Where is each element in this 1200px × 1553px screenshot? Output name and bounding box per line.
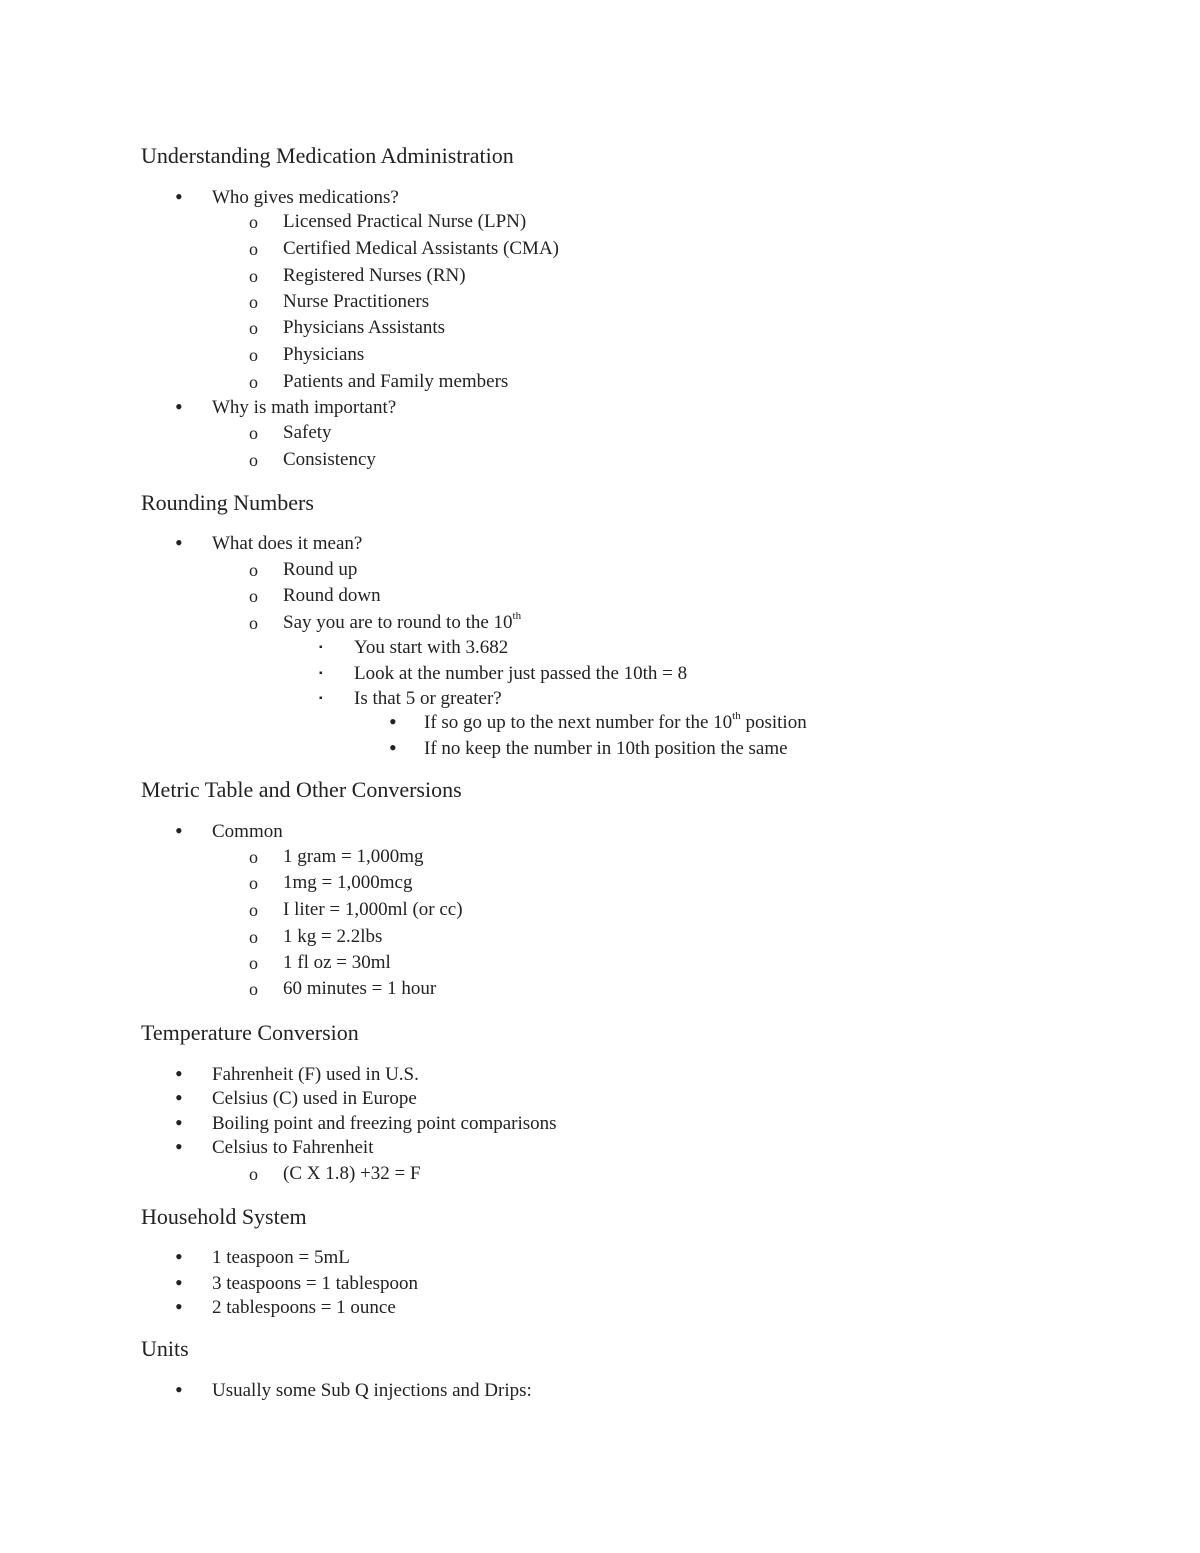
list-item: You start with 3.682 <box>354 637 509 658</box>
list-item <box>424 709 807 734</box>
section-heading: Rounding Numbers <box>141 490 314 515</box>
circle-marker: o <box>249 560 258 580</box>
list-item: 3 teaspoons = 1 tablespoon <box>212 1273 418 1294</box>
list-item: Consistency <box>283 449 376 470</box>
list-item-text-tail: position <box>740 712 807 733</box>
bullet-marker: • <box>389 735 397 760</box>
square-marker: ▪ <box>319 668 323 679</box>
list-item: Physicians <box>283 344 365 365</box>
circle-marker: o <box>249 847 258 867</box>
section-heading: Metric Table and Other Conversions <box>141 777 462 802</box>
bullet-marker: • <box>175 1134 183 1159</box>
list-item: Registered Nurses (RN) <box>283 265 466 286</box>
list-item: Celsius to Fahrenheit <box>212 1137 374 1158</box>
list-item: Nurse Practitioners <box>283 291 430 312</box>
circle-marker: o <box>249 613 258 633</box>
list-item: I liter = 1,000ml (or cc) <box>283 899 463 920</box>
list-item: Why is math important? <box>212 397 397 418</box>
section-heading: Temperature Conversion <box>141 1020 359 1045</box>
list-item: Common <box>212 821 283 842</box>
list-item-text: If so go up to the next number for the 10 <box>424 712 733 733</box>
circle-marker: o <box>249 266 258 286</box>
circle-marker: o <box>249 979 258 999</box>
circle-marker: o <box>249 423 258 443</box>
section-heading: Household System <box>141 1204 307 1229</box>
section-heading: Understanding Medication Administration <box>141 143 514 168</box>
list-item: Safety <box>283 422 332 443</box>
superscript: th <box>512 609 522 622</box>
circle-marker: o <box>249 345 258 365</box>
list-item: Boiling point and freezing point comparisons <box>212 1113 557 1134</box>
section-heading: Units <box>141 1336 189 1361</box>
list-item: 2 tablespoons = 1 ounce <box>212 1297 396 1318</box>
square-marker: ▪ <box>319 693 323 704</box>
circle-marker: o <box>249 372 258 392</box>
circle-marker: o <box>249 292 258 312</box>
circle-marker: o <box>249 927 258 947</box>
bullet-marker: • <box>175 394 183 419</box>
bullet-marker: • <box>175 1244 183 1269</box>
list-item: Licensed Practical Nurse (LPN) <box>283 211 527 232</box>
list-item: 1 teaspoon = 5mL <box>212 1247 350 1268</box>
list-item: Patients and Family members <box>283 371 509 392</box>
bullet-marker: • <box>175 1061 183 1086</box>
list-item: Round down <box>283 585 381 606</box>
circle-marker: o <box>249 450 258 470</box>
superscript: th <box>732 709 741 722</box>
bullet-marker: • <box>175 818 183 843</box>
circle-marker: o <box>249 318 258 338</box>
circle-marker: o <box>249 212 258 232</box>
bullet-marker: • <box>175 1270 183 1295</box>
list-item: 1mg = 1,000mcg <box>283 872 413 893</box>
bullet-marker: • <box>389 709 397 734</box>
circle-marker: o <box>249 873 258 893</box>
bullet-marker: • <box>175 1110 183 1135</box>
circle-marker: o <box>249 1164 258 1184</box>
square-marker: ▪ <box>319 642 323 653</box>
list-item: If no keep the number in 10th position the same <box>424 738 788 759</box>
list-item: Look at the number just passed the 10th = 8 <box>354 663 688 684</box>
list-item: Round up <box>283 559 358 580</box>
list-item: Is that 5 or greater? <box>354 688 502 709</box>
list-item: What does it mean? <box>212 533 363 554</box>
list-item: 1 gram = 1,000mg <box>283 846 424 867</box>
bullet-marker: • <box>175 1085 183 1110</box>
list-item: Celsius (C) used in Europe <box>212 1088 417 1109</box>
list-item: Certified Medical Assistants (CMA) <box>283 238 559 259</box>
bullet-marker: • <box>175 184 183 209</box>
list-item: Who gives medications? <box>212 187 399 208</box>
list-item: Fahrenheit (F) used in U.S. <box>212 1064 419 1085</box>
circle-marker: o <box>249 900 258 920</box>
bullet-marker: • <box>175 530 183 555</box>
circle-marker: o <box>249 586 258 606</box>
bullet-marker: • <box>175 1377 183 1402</box>
list-item: 1 kg = 2.2lbs <box>283 926 383 947</box>
list-item <box>283 609 522 634</box>
bullet-marker: • <box>175 1294 183 1319</box>
list-item: Physicians Assistants <box>283 317 446 338</box>
circle-marker: o <box>249 239 258 259</box>
list-item: 1 fl oz = 30ml <box>283 952 391 973</box>
list-item-text: Say you are to round to the 10 <box>283 612 513 633</box>
list-item: 60 minutes = 1 hour <box>283 978 437 999</box>
list-item: Usually some Sub Q injections and Drips: <box>212 1380 532 1401</box>
list-item: (C X 1.8) +32 = F <box>283 1163 421 1184</box>
circle-marker: o <box>249 953 258 973</box>
